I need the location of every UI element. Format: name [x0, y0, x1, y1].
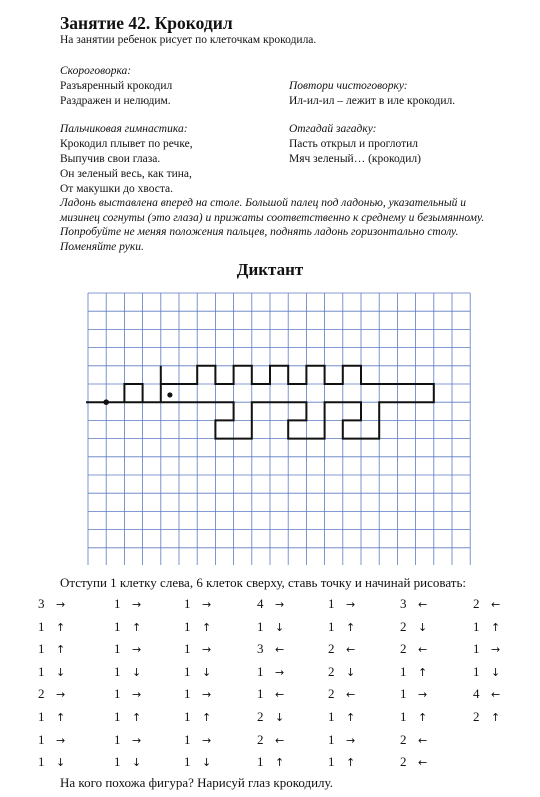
- step: [114, 686, 154, 702]
- arrow-right-icon: →: [275, 665, 285, 679]
- riddle-heading: Отгадай загадку:: [289, 123, 377, 135]
- step-count: 2: [400, 641, 407, 657]
- page-title: Занятие 42. Крокодил: [60, 13, 233, 33]
- finger-gym-line: Крокодил плывет по речке,: [60, 138, 193, 150]
- step-count: 1: [400, 686, 407, 702]
- step: [400, 641, 440, 657]
- tongue-twister-block: [60, 64, 172, 109]
- arrow-right-icon: →: [346, 733, 356, 747]
- arrow-left-icon: ←: [275, 733, 285, 747]
- lesson-description: На занятии ребенок рисует по клеточкам крокодила.: [60, 34, 317, 46]
- step-count: 1: [328, 731, 335, 747]
- step-count: 1: [114, 596, 121, 611]
- arrow-left-icon: ←: [418, 643, 428, 657]
- step-count: 1: [184, 754, 191, 770]
- step: [328, 641, 368, 657]
- step: [328, 664, 368, 680]
- arrow-down-icon: ↓: [132, 665, 142, 679]
- arrow-left-icon: ←: [346, 688, 356, 702]
- arrow-right-icon: →: [56, 688, 66, 702]
- step-count: 1: [114, 731, 121, 747]
- step-count: 1: [328, 596, 335, 611]
- riddle-line: Мяч зеленый… (крокодил): [289, 153, 421, 165]
- step-count: 1: [400, 709, 407, 724]
- arrow-down-icon: ↓: [56, 756, 66, 770]
- step: [257, 596, 297, 612]
- pure-phrase-block: [289, 79, 455, 109]
- arrow-right-icon: →: [202, 688, 212, 702]
- arrow-right-icon: →: [132, 733, 142, 747]
- step: [184, 732, 224, 748]
- step: [38, 732, 78, 748]
- arrow-right-icon: →: [132, 688, 142, 702]
- arrow-right-icon: →: [418, 688, 428, 702]
- step-count: 1: [257, 754, 264, 770]
- arrow-left-icon: ←: [346, 643, 356, 657]
- step: [114, 754, 154, 770]
- arrow-down-icon: ↓: [202, 665, 212, 679]
- tongue-twister-line: Раздражен и нелюдим.: [60, 95, 171, 107]
- step-count: 1: [257, 618, 264, 634]
- finger-gym-line: Выпучив свои глаза.: [60, 153, 161, 165]
- tongue-twister-heading: Скороговорка:: [60, 65, 132, 77]
- arrow-right-icon: →: [491, 643, 501, 657]
- step: [114, 596, 154, 612]
- arrow-down-icon: ↓: [132, 756, 142, 770]
- step: [114, 641, 154, 657]
- arrow-right-icon: →: [56, 598, 66, 611]
- step-count: 2: [473, 709, 480, 724]
- arrow-up-icon: ↑: [491, 711, 501, 724]
- arrow-up-icon: ↑: [56, 643, 66, 657]
- crocodile-eye: [167, 392, 172, 397]
- step-count: 1: [114, 754, 121, 770]
- arrow-up-icon: ↑: [132, 620, 142, 634]
- pure-phrase-line: Ил-ил-ил – лежит в иле крокодил.: [289, 95, 456, 107]
- step: [257, 732, 297, 748]
- step-count: 1: [328, 618, 335, 634]
- arrow-right-icon: →: [56, 733, 66, 747]
- arrow-up-icon: ↑: [346, 620, 356, 634]
- arrow-up-icon: ↑: [132, 711, 142, 724]
- arrow-left-icon: ←: [418, 756, 428, 770]
- step: [473, 664, 513, 680]
- step: [400, 686, 440, 702]
- step: [184, 596, 224, 612]
- step: [257, 686, 297, 702]
- step: [473, 596, 513, 612]
- arrow-left-icon: ←: [418, 598, 428, 611]
- dictation-task: Отступи 1 клетку слева, 6 клеток сверху, ставь точку и начинай рисовать:: [60, 575, 467, 590]
- step-count: 1: [473, 663, 480, 679]
- step-count: 2: [400, 731, 407, 747]
- step: [114, 664, 154, 680]
- closing-question: На кого похожа фигура? Нарисуй глаз крокодилу.: [60, 775, 333, 790]
- arrow-up-icon: ↑: [346, 711, 356, 724]
- arrow-left-icon: ←: [491, 688, 501, 702]
- riddle-line: Пасть открыл и проглотил: [289, 138, 419, 150]
- step: [38, 619, 78, 635]
- step: [328, 596, 368, 612]
- step-count: 4: [257, 596, 264, 611]
- finger-gym-instructions: [60, 196, 530, 254]
- pure-phrase-heading: Повтори чистоговорку:: [289, 80, 408, 92]
- arrow-up-icon: ↑: [418, 665, 428, 679]
- instruction-line: мизинец согнуты (это глаза) и прижаты соответственно к среднему и безымянному.: [60, 211, 485, 224]
- step-count: 1: [184, 596, 191, 611]
- arrow-right-icon: →: [132, 643, 142, 657]
- step: [400, 709, 440, 725]
- step: [114, 619, 154, 635]
- step: [328, 619, 368, 635]
- step-count: 1: [328, 709, 335, 724]
- arrow-up-icon: ↑: [418, 711, 428, 724]
- step: [38, 754, 78, 770]
- step: [257, 709, 297, 725]
- finger-gym-block: [60, 122, 193, 197]
- graph-paper-grid: [86, 291, 472, 565]
- instruction-line: Попробуйте не меняя положения пальцев, поднять ладонь горизонтально столу.: [60, 226, 459, 238]
- arrow-up-icon: ↑: [202, 620, 212, 634]
- step-count: 1: [184, 618, 191, 634]
- step-count: 2: [38, 686, 45, 702]
- step-count: 1: [38, 754, 45, 770]
- step: [257, 754, 297, 770]
- step-count: 3: [257, 641, 264, 657]
- step-count: 1: [257, 686, 264, 702]
- arrow-left-icon: ←: [275, 688, 285, 702]
- finger-gym-heading: Пальчиковая гимнастика:: [60, 123, 188, 135]
- arrow-right-icon: →: [346, 598, 356, 611]
- step-count: 1: [114, 641, 121, 657]
- arrow-right-icon: →: [202, 733, 212, 747]
- step: [328, 709, 368, 725]
- step: [400, 664, 440, 680]
- step: [184, 641, 224, 657]
- step: [184, 686, 224, 702]
- step: [184, 709, 224, 725]
- step: [114, 709, 154, 725]
- arrow-left-icon: ←: [491, 598, 501, 611]
- step: [400, 754, 440, 770]
- arrow-down-icon: ↓: [56, 665, 66, 679]
- riddle-block: [289, 122, 421, 167]
- step: [184, 619, 224, 635]
- step: [473, 641, 513, 657]
- step-count: 1: [184, 641, 191, 657]
- grid-lines: [88, 293, 470, 565]
- step-count: 1: [114, 618, 121, 634]
- step: [328, 732, 368, 748]
- arrow-up-icon: ↑: [275, 756, 285, 770]
- step-count: 1: [473, 641, 480, 657]
- step: [400, 596, 440, 612]
- step: [38, 709, 78, 725]
- arrow-left-icon: ←: [418, 733, 428, 747]
- step-count: 1: [38, 618, 45, 634]
- arrow-down-icon: ↓: [202, 756, 212, 770]
- step: [473, 709, 513, 725]
- step: [400, 732, 440, 748]
- arrow-left-icon: ←: [275, 643, 285, 657]
- step-count: 1: [473, 618, 480, 634]
- step-count: 1: [114, 709, 121, 724]
- arrow-up-icon: ↑: [56, 711, 66, 724]
- arrow-up-icon: ↑: [56, 620, 66, 634]
- step-count: 3: [38, 596, 45, 611]
- step-count: 2: [328, 641, 335, 657]
- step: [400, 619, 440, 635]
- step-count: 1: [184, 731, 191, 747]
- step-count: 2: [473, 596, 480, 611]
- arrow-down-icon: ↓: [491, 665, 501, 679]
- arrow-up-icon: ↑: [202, 711, 212, 724]
- start-dot: [103, 399, 109, 405]
- step-count: 2: [400, 754, 407, 770]
- finger-gym-line: От макушки до хвоста.: [60, 183, 174, 195]
- arrow-right-icon: →: [132, 598, 142, 611]
- step-count: 1: [184, 686, 191, 702]
- step-count: 1: [38, 663, 45, 679]
- arrow-right-icon: →: [202, 643, 212, 657]
- instruction-line: Ладонь выставлена вперед на столе. Большой палец под ладонью, указательный и: [60, 197, 467, 209]
- step-count: 4: [473, 686, 480, 702]
- arrow-down-icon: ↓: [346, 665, 356, 679]
- step: [114, 732, 154, 748]
- step-count: 1: [114, 686, 121, 702]
- step: [38, 664, 78, 680]
- step: [257, 641, 297, 657]
- arrow-right-icon: →: [202, 598, 212, 611]
- step-count: 1: [114, 663, 121, 679]
- step-count: 2: [328, 663, 335, 679]
- arrow-right-icon: →: [275, 598, 285, 611]
- step: [473, 619, 513, 635]
- step-count: 1: [38, 641, 45, 657]
- arrow-up-icon: ↑: [346, 756, 356, 770]
- step: [328, 754, 368, 770]
- step-count: 1: [38, 709, 45, 724]
- step-count: 2: [257, 709, 264, 724]
- step-count: 1: [184, 663, 191, 679]
- step-count: 1: [328, 754, 335, 770]
- step-count: 3: [400, 596, 407, 611]
- step: [257, 619, 297, 635]
- instruction-line: Поменяйте руки.: [60, 240, 144, 253]
- step: [38, 641, 78, 657]
- arrow-up-icon: ↑: [491, 620, 501, 634]
- step-count: 1: [400, 663, 407, 679]
- step: [328, 686, 368, 702]
- step: [184, 754, 224, 770]
- step-count: 1: [184, 709, 191, 724]
- step-count: 1: [257, 663, 264, 679]
- step-count: 1: [38, 731, 45, 747]
- arrow-down-icon: ↓: [275, 620, 285, 634]
- dictation-heading: Диктант: [236, 260, 304, 279]
- step-count: 2: [328, 686, 335, 702]
- finger-gym-line: Он зеленый весь, как тина,: [60, 168, 192, 180]
- step-count: 2: [257, 731, 264, 747]
- step: [184, 664, 224, 680]
- tongue-twister-line: Разъяренный крокодил: [60, 80, 173, 92]
- step: [38, 686, 78, 702]
- step-count: 2: [400, 618, 407, 634]
- arrow-down-icon: ↓: [275, 711, 285, 724]
- step: [38, 596, 78, 612]
- crocodile-outline: [86, 366, 434, 439]
- step: [257, 664, 297, 680]
- arrow-down-icon: ↓: [418, 620, 428, 634]
- step: [473, 686, 513, 702]
